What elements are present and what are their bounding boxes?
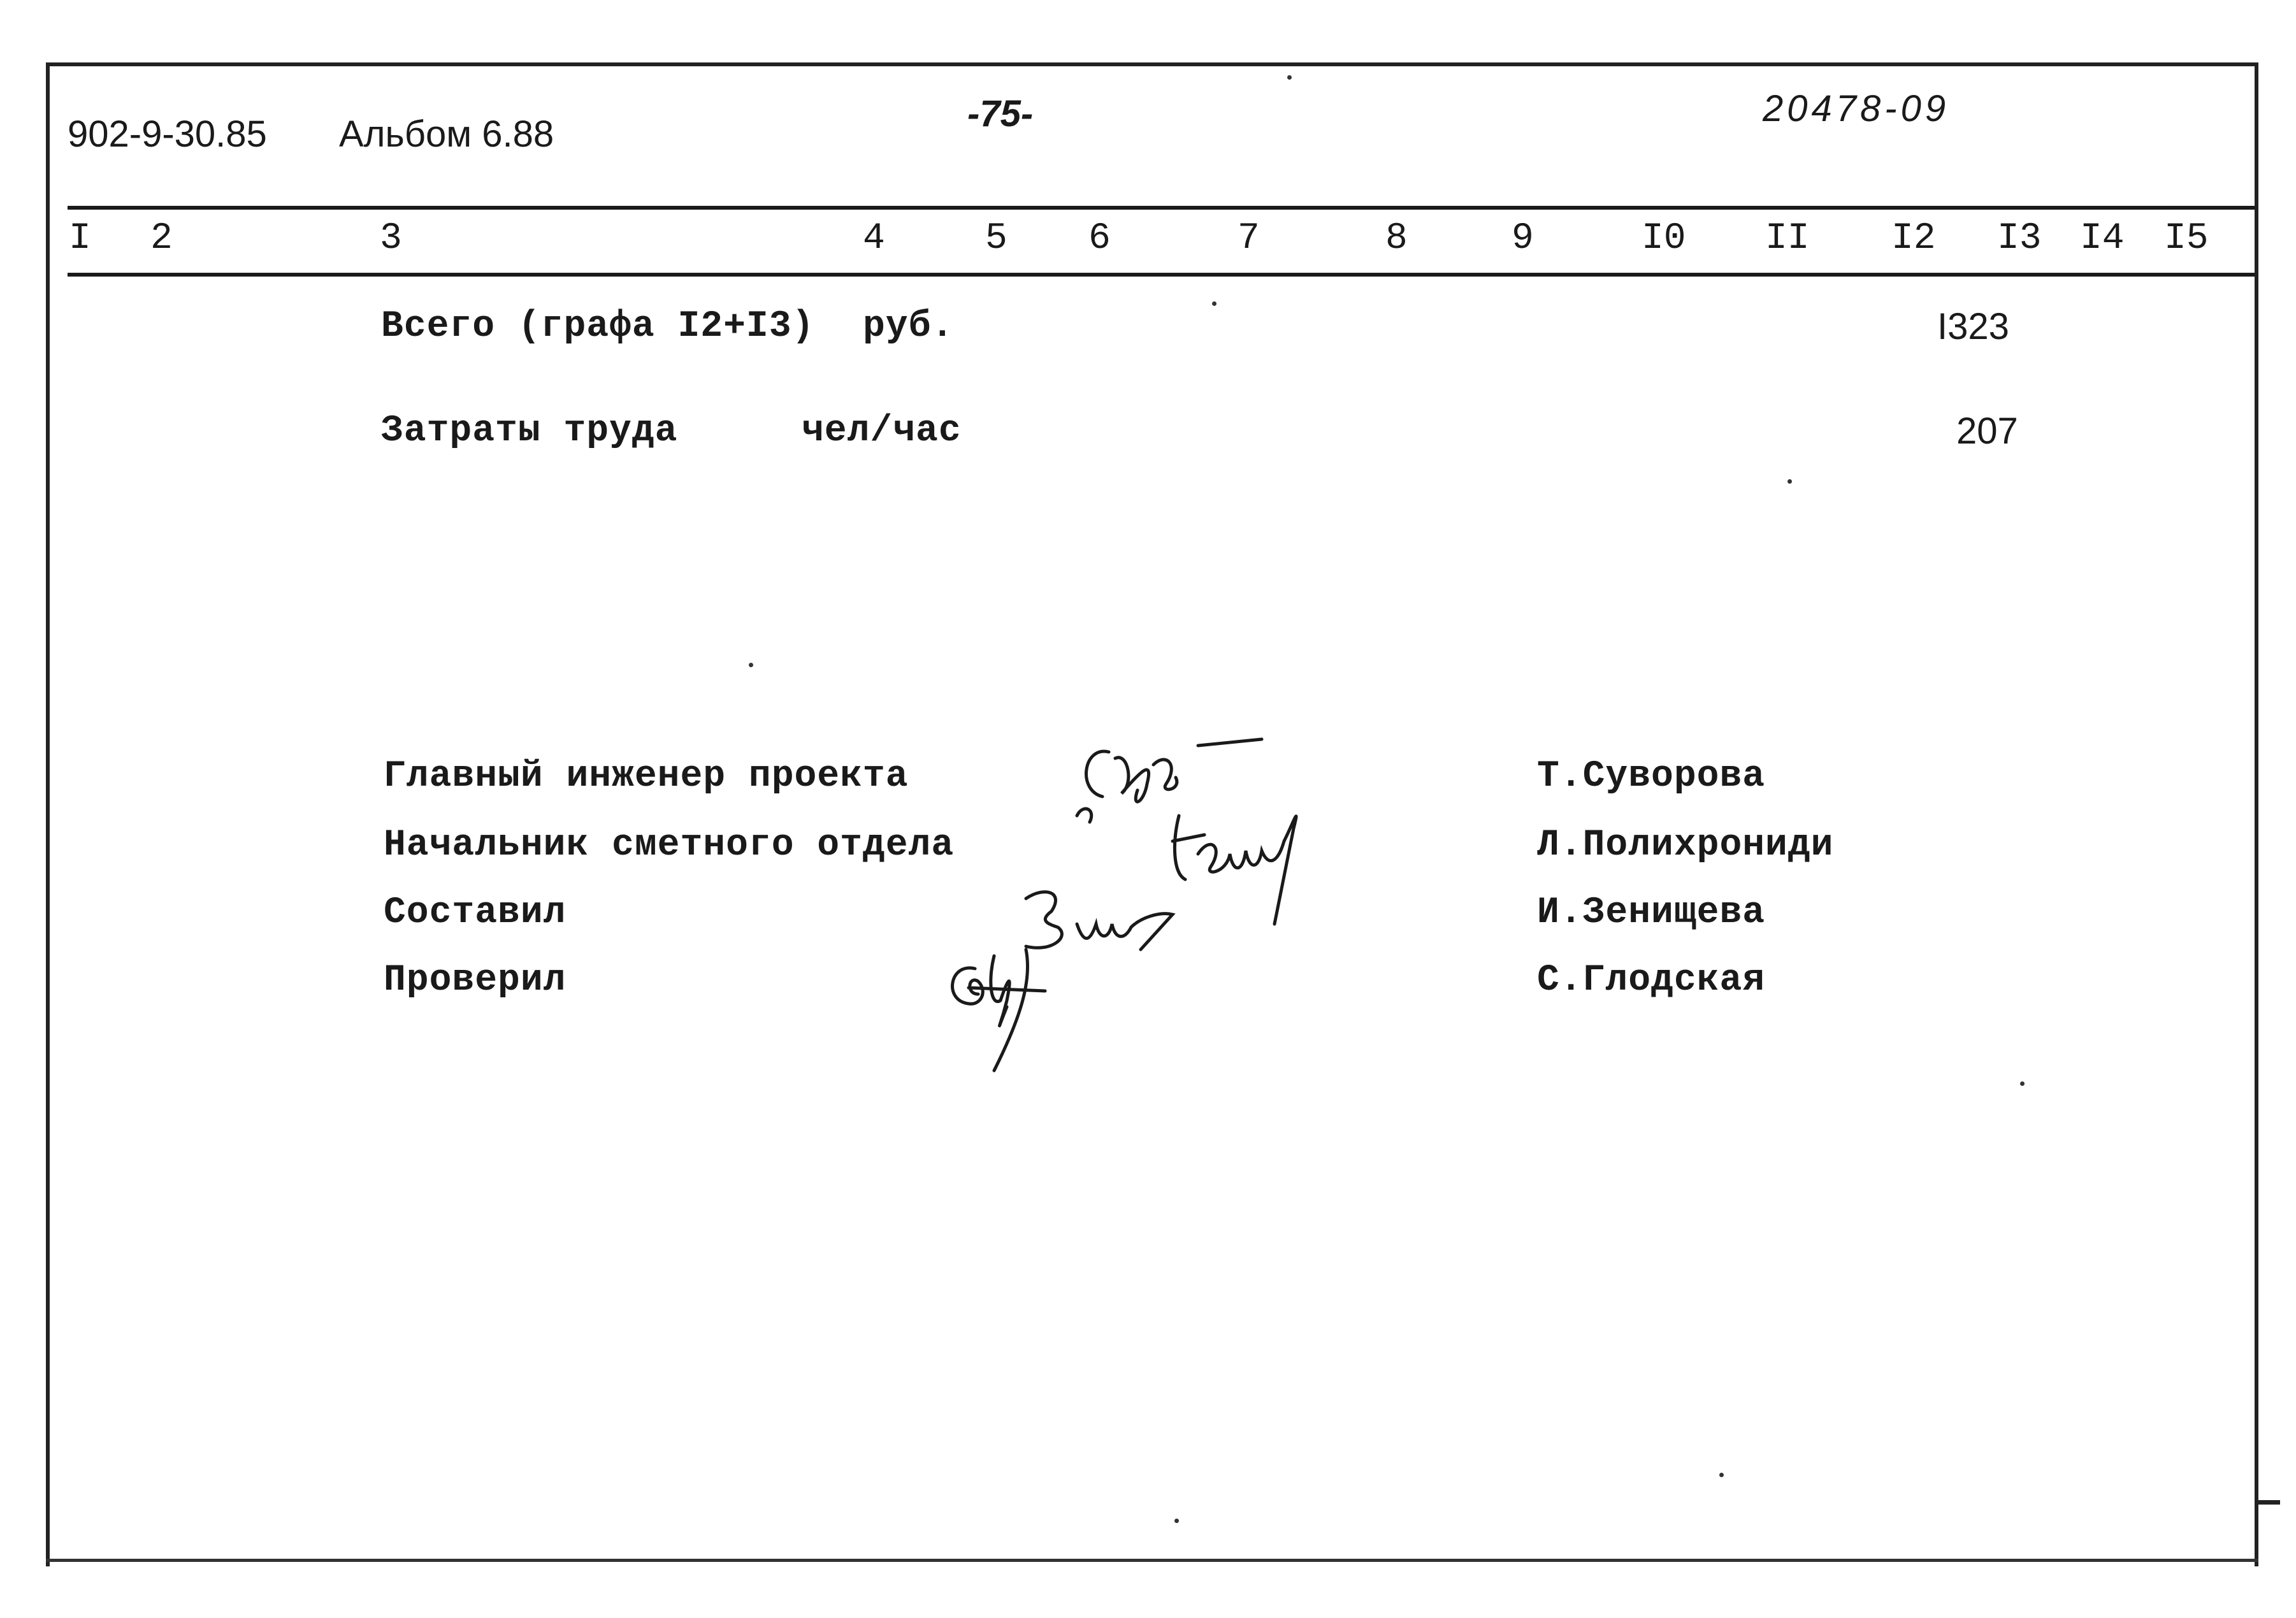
signatory-name: Л.Полихрониди	[1537, 825, 1834, 866]
page-number: -75-	[967, 93, 1034, 134]
scan-speck	[1787, 479, 1792, 484]
column-number: 6	[1088, 218, 1111, 259]
archive-number: 20478-09	[1763, 88, 1950, 129]
scan-speck	[2020, 1081, 2025, 1086]
signatory-role: Проверил	[384, 960, 567, 1001]
signatory-role: Составил	[384, 892, 567, 934]
column-number: 2	[150, 218, 173, 259]
album-label: Альбом 6.88	[339, 113, 554, 155]
column-number: I5	[2164, 218, 2209, 259]
column-number: I0	[1642, 218, 1686, 259]
frame-bottom-border	[46, 1559, 2258, 1562]
column-number: 3	[380, 218, 402, 259]
column-number: 9	[1512, 218, 1534, 259]
summary-label: Затраты труда	[381, 410, 678, 452]
summary-value: 207	[1956, 410, 2018, 452]
scan-speck	[1174, 1519, 1179, 1523]
summary-unit: руб.	[863, 306, 955, 347]
column-number: 5	[985, 218, 1007, 259]
signatory-role: Главный инженер проекта	[384, 756, 909, 797]
scan-speck	[1719, 1473, 1724, 1477]
column-number: II	[1765, 218, 1810, 259]
signatory-name: Т.Суворова	[1537, 756, 1766, 797]
frame-right-border	[2255, 62, 2258, 1566]
summary-value: I323	[1937, 306, 2009, 347]
header-rule-top	[68, 206, 2255, 210]
frame-left-border	[46, 62, 50, 1566]
signatory-name: С.Глодская	[1537, 960, 1766, 1001]
handwritten-signature-checker	[930, 930, 1096, 1087]
column-number: I4	[2080, 218, 2125, 259]
signatory-name: И.Зенищева	[1537, 892, 1766, 934]
scan-speck	[1212, 301, 1217, 306]
frame-top-border	[46, 62, 2258, 66]
column-number: 8	[1385, 218, 1408, 259]
header-rule-bottom	[68, 273, 2255, 277]
column-number: 4	[863, 218, 885, 259]
scan-speck	[1287, 75, 1292, 80]
document-code: 902-9-30.85	[68, 113, 267, 155]
signatory-role: Начальник сметного отдела	[384, 825, 955, 866]
summary-label: Всего (графа I2+I3)	[381, 306, 815, 347]
column-number: 7	[1238, 218, 1260, 259]
frame-edge-mark	[2258, 1500, 2280, 1505]
column-number: I2	[1891, 218, 1936, 259]
column-number: I3	[1997, 218, 2042, 259]
scan-speck	[749, 663, 753, 667]
column-number: I	[69, 218, 91, 259]
summary-unit: чел/час	[802, 410, 962, 452]
